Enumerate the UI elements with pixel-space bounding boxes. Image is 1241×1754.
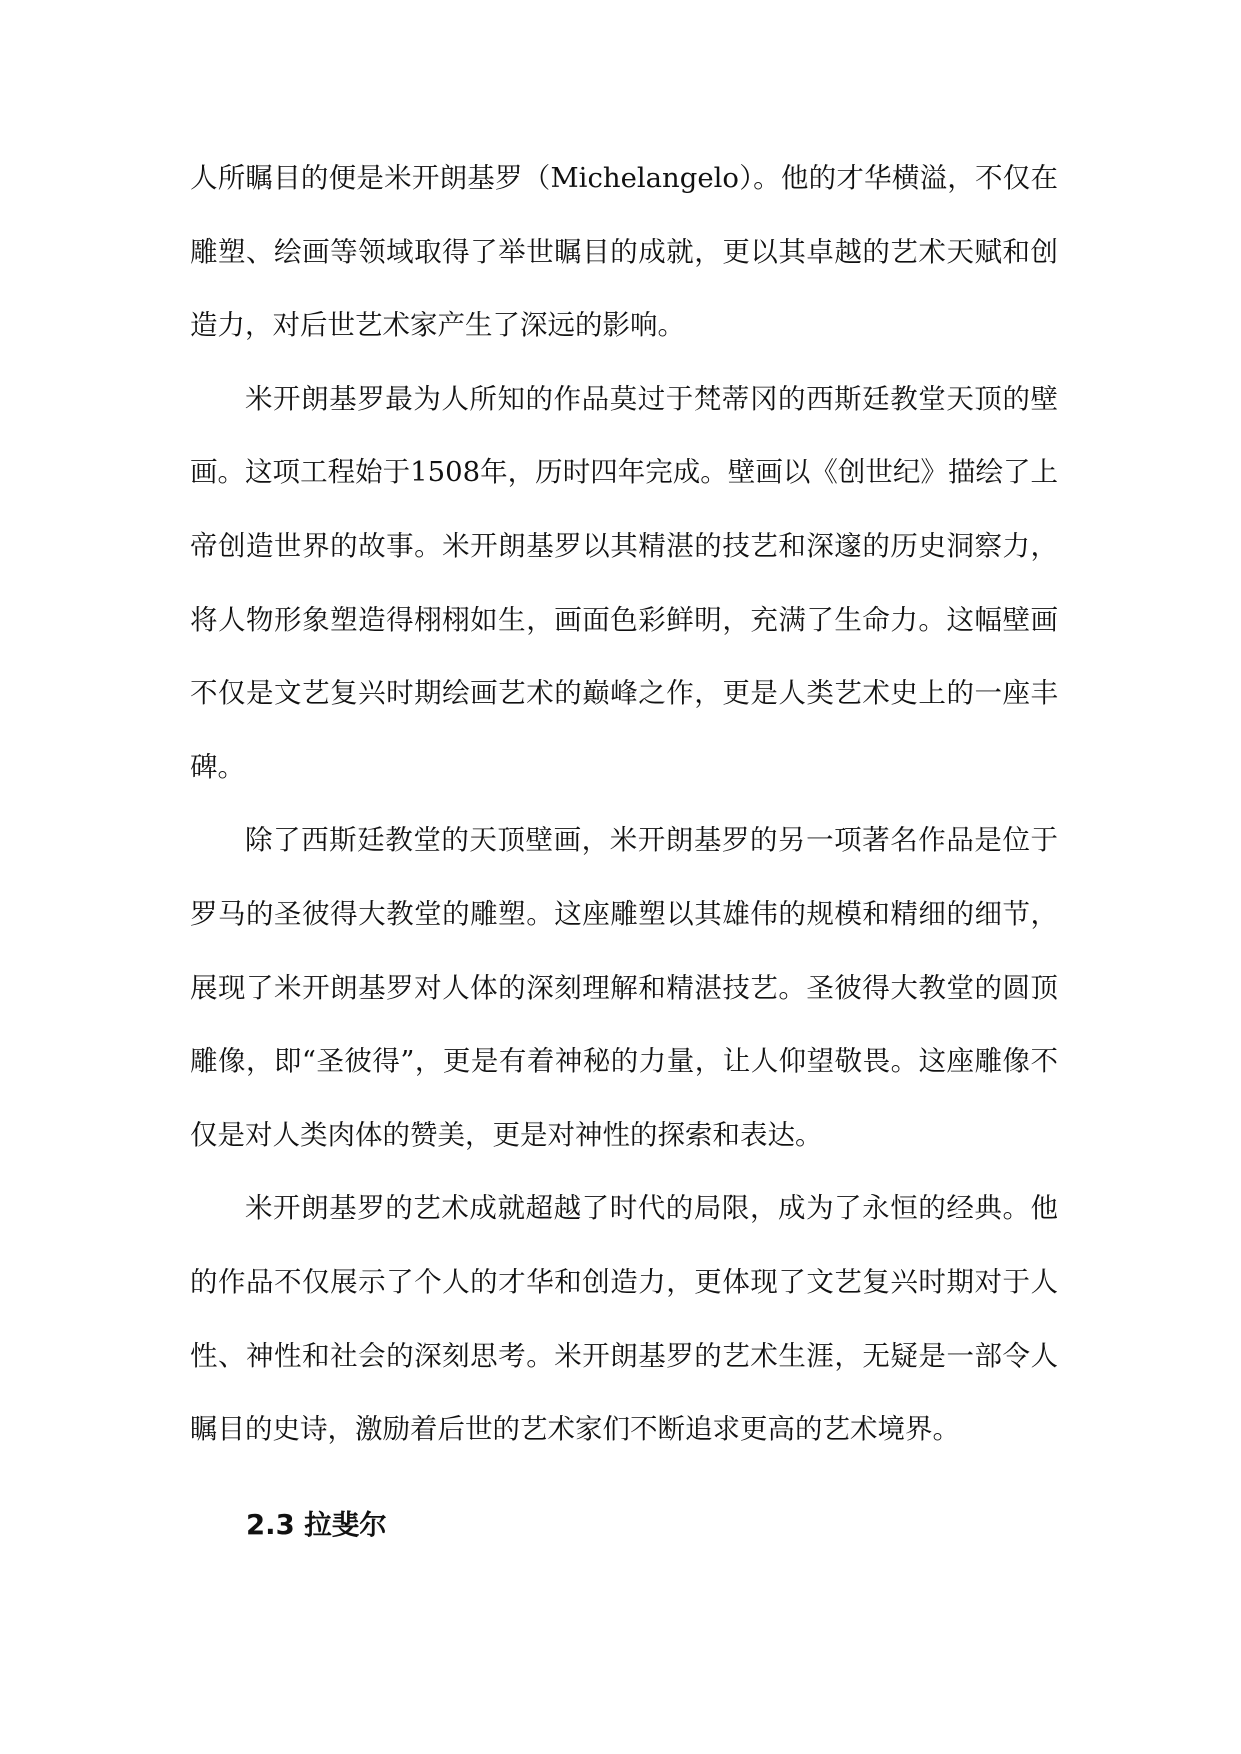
paragraph-michelangelo-intro: 人所瞩目的便是米开朗基罗（Michelangelo）。他的才华横溢，不仅在雕塑、绘画等领域取得了举世瞩目的成就，更以其卓越的艺术天赋和创造力，对后世艺术家产生了深远的影响。 — [190, 162, 1058, 342]
section-heading-raphael: 2.3 拉斐尔 — [246, 1508, 387, 1541]
paragraph-legacy: 米开朗基罗的艺术成就超越了时代的局限，成为了永恒的经典。他的作品不仅展示了个人的才华和创造力，更体现了文艺复兴时期对于人性、神性和社会的深刻思考。米开朗基罗的艺术生涯，无疑是一部令人瞩目的史诗，激励着后世的艺术家们不断追求更高的艺术境界。 — [190, 1192, 1058, 1446]
paragraph-st-peters: 除了西斯廷教堂的天顶壁画，米开朗基罗的另一项著名作品是位于罗马的圣彼得大教堂的雕塑。这座雕塑以其雄伟的规模和精细的细节，展现了米开朗基罗对人体的深刻理解和精湛技艺。圣彼得大教堂的圆顶雕像，即“圣彼得”，更是有着神秘的力量，让人仰望敬畏。这座雕像不仅是对人类肉体的赞美，更是对神性的探索和表达。 — [190, 824, 1058, 1151]
document-body — [190, 142, 1058, 1562]
paragraph-sistine-chapel: 米开朗基罗最为人所知的作品莫过于梵蒂冈的西斯廷教堂天顶的壁画。这项工程始于1508年，历时四年完成。壁画以《创世纪》描绘了上帝创造世界的故事。米开朗基罗以其精湛的技艺和深邃的历史洞察力，将人物形象塑造得栩栩如生，画面色彩鲜明，充满了生命力。这幅壁画不仅是文艺复兴时期绘画艺术的巅峰之作，更是人类艺术史上的一座丰碑。 — [190, 382, 1058, 783]
